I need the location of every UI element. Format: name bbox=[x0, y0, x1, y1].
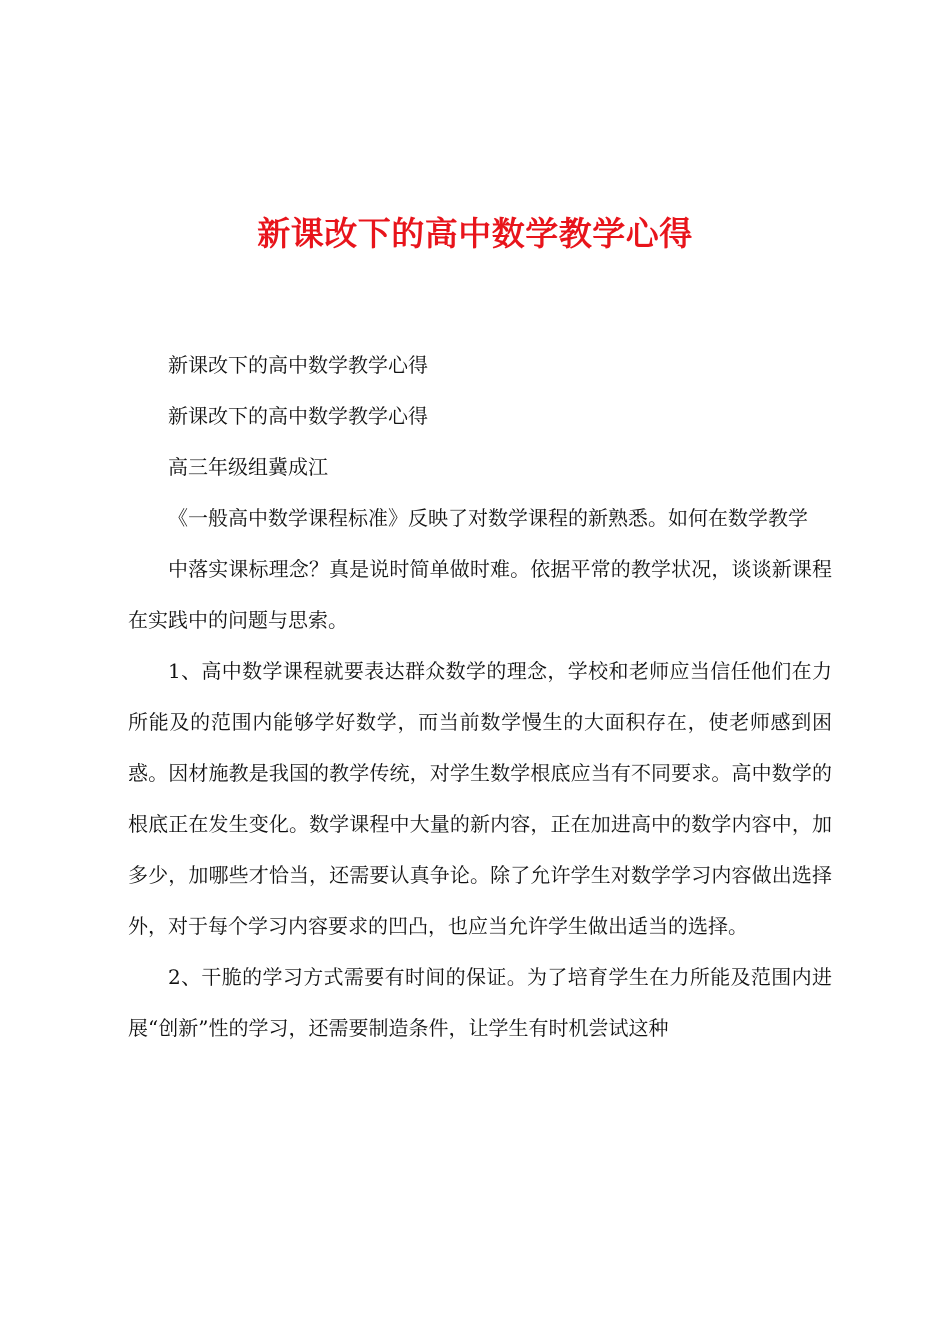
body-paragraph-6: 2、干脆的学习方式需要有时间的保证。为了培育学生在力所能及范围内进展“创新”性的学习，还需要制造条件，让学生有时机尝试这种 bbox=[128, 965, 832, 1040]
document-title: 新课改下的高中数学教学心得 bbox=[257, 214, 693, 253]
body-paragraph-4: 中落实课标理念？真是说时简单做时难。依据平常的教学状况，谈谈新课程在实践中的问题与思索。 bbox=[128, 557, 832, 632]
body-paragraph-2: 新课改下的高中数学教学心得 bbox=[168, 404, 428, 428]
document-body bbox=[128, 340, 832, 1054]
body-paragraph-3: 《一般高中数学课程标准》反映了对数学课程的新熟悉。如何在数学教学 bbox=[168, 506, 808, 530]
body-paragraph-1: 新课改下的高中数学教学心得 bbox=[168, 353, 428, 377]
body-paragraph-5: 1、高中数学课程就要表达群众数学的理念，学校和老师应当信任他们在力所能及的范围内能够学好数学，而当前数学慢生的大面积存在，使老师感到困惑。因材施教是我国的教学传统，对学生数学根底应当有不同要求。高中数学的根底正在发生变化。数学课程中大量的新内容，正在加进高中的数学内容中，加多少，加哪些才恰当，还需要认真争论。除了允许学生对数学学习内容做出选择外，对于每个学习内容要求的凹凸，也应当允许学生做出适当的选择。 bbox=[128, 659, 832, 938]
author-line: 高三年级组冀成江 bbox=[168, 455, 328, 479]
